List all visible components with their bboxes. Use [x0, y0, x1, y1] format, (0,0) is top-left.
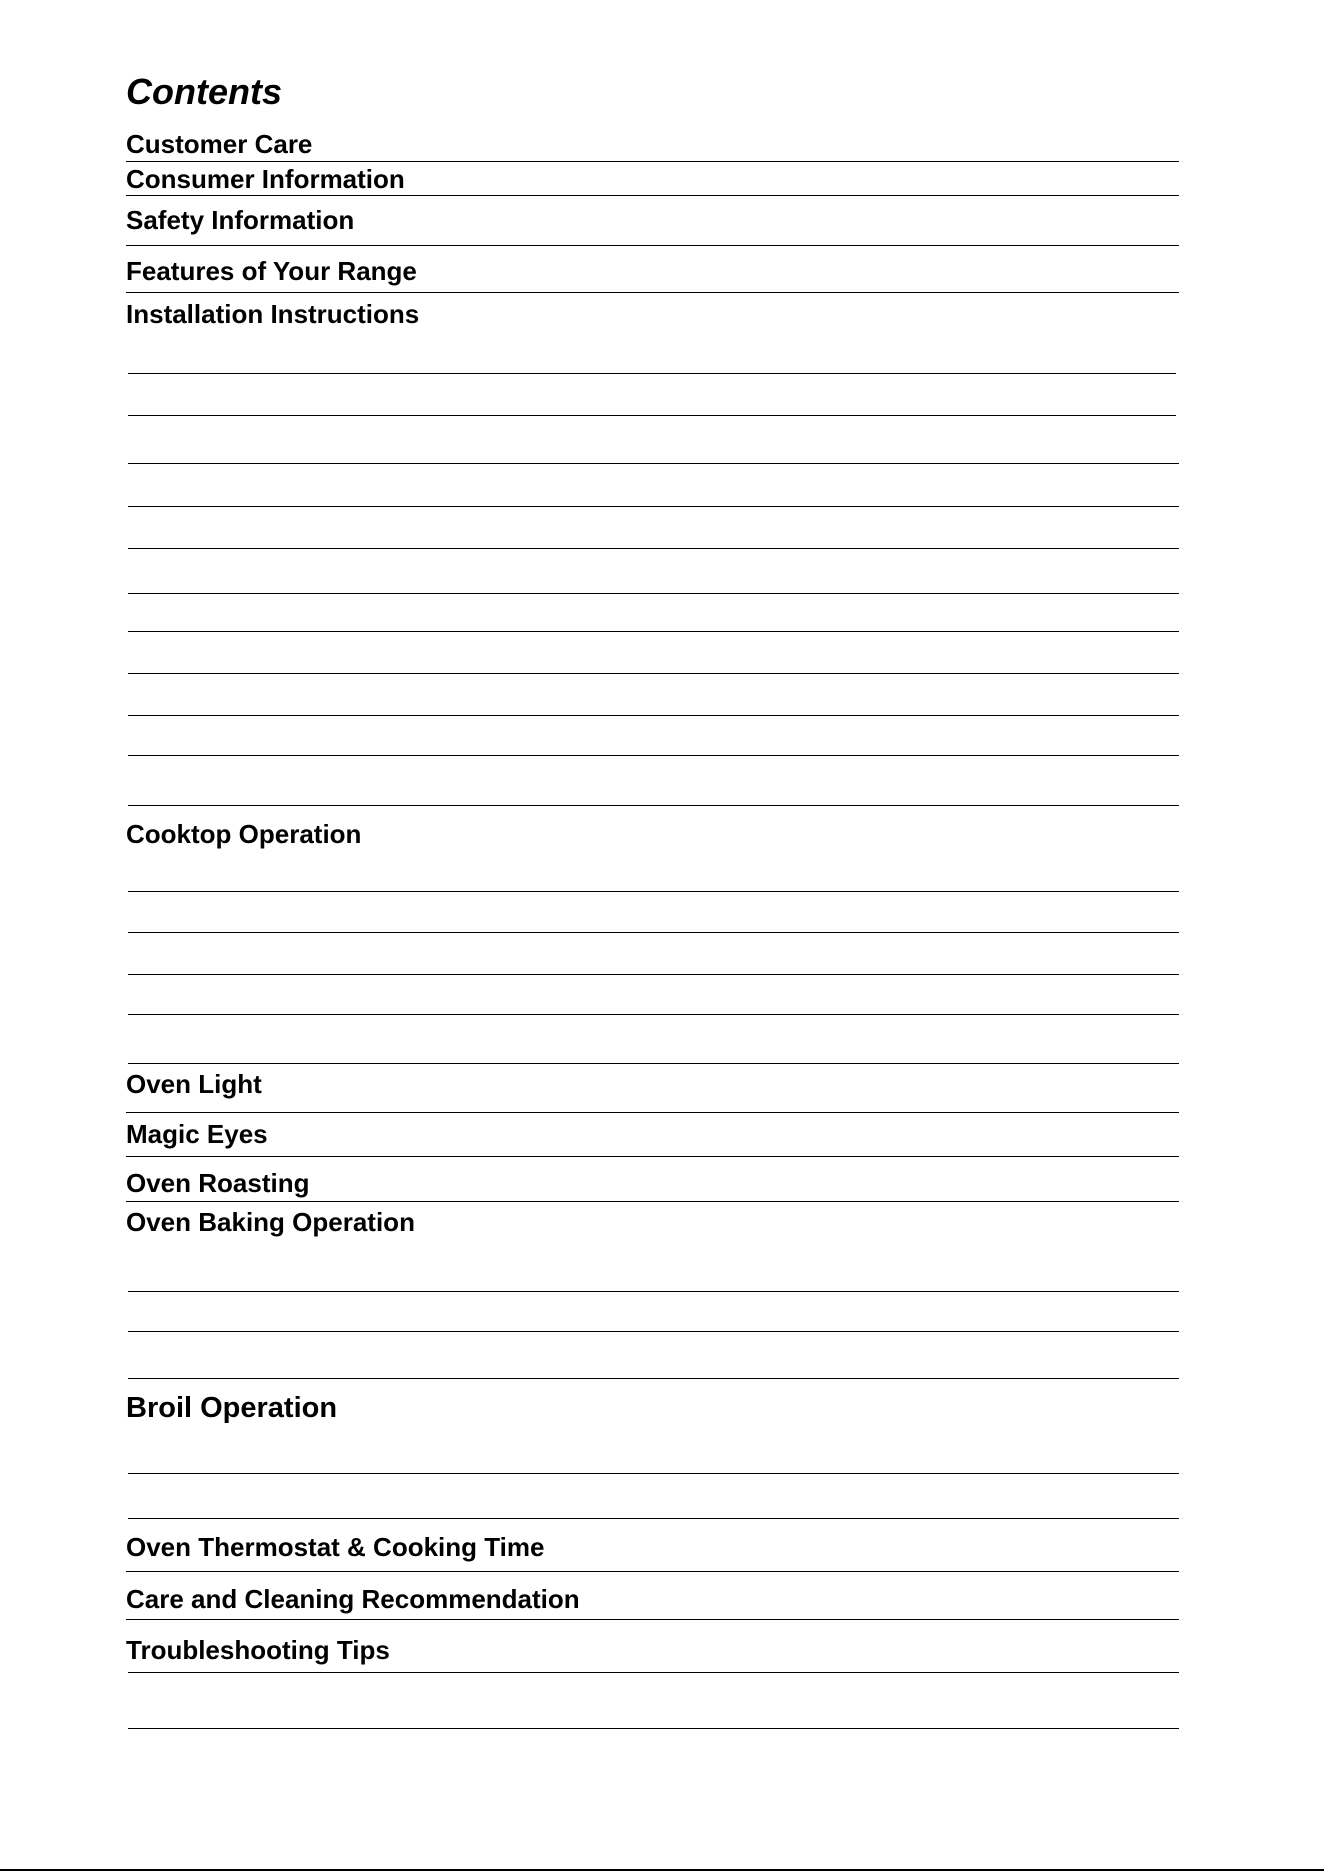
- toc-heading-broil: Broil Operation: [126, 1392, 338, 1424]
- toc-heading-oven-baking: Oven Baking Operation: [126, 1207, 415, 1237]
- toc-heading-safety-information: Safety Information: [126, 205, 355, 235]
- divider-line: [128, 715, 1179, 716]
- toc-heading-thermostat: Oven Thermostat & Cooking Time: [126, 1532, 545, 1562]
- toc-heading-oven-light: Oven Light: [126, 1069, 262, 1099]
- divider-line: [128, 755, 1179, 756]
- divider-line: [128, 891, 1179, 892]
- divider-line: [128, 974, 1179, 975]
- divider-line: [128, 593, 1179, 594]
- divider-line: [128, 373, 1176, 374]
- divider-line: [128, 673, 1179, 674]
- toc-heading-troubleshooting: Troubleshooting Tips: [126, 1635, 390, 1665]
- divider-line: [128, 463, 1179, 464]
- divider-line: [128, 1291, 1179, 1292]
- toc-heading-cooktop: Cooktop Operation: [126, 819, 362, 849]
- divider-line: [126, 1201, 1179, 1202]
- divider-line: [126, 1571, 1179, 1572]
- toc-heading-customer-care: Customer Care: [126, 129, 313, 159]
- divider-line: [126, 292, 1179, 293]
- toc-heading-magic-eyes: Magic Eyes: [126, 1119, 268, 1149]
- divider-line: [128, 932, 1179, 933]
- divider-line: [126, 1619, 1179, 1620]
- divider-line: [126, 195, 1179, 196]
- divider-line: [128, 805, 1179, 806]
- divider-line: [128, 548, 1179, 549]
- divider-line: [128, 506, 1179, 507]
- toc-heading-installation: Installation Instructions: [126, 299, 420, 329]
- divider-line: [126, 245, 1179, 246]
- divider-line: [126, 161, 1179, 162]
- divider-line: [128, 1014, 1179, 1015]
- toc-heading-features: Features of Your Range: [126, 256, 417, 286]
- toc-heading-care-cleaning: Care and Cleaning Recommendation: [126, 1584, 580, 1614]
- divider-line: [128, 1728, 1179, 1729]
- divider-line: [128, 415, 1176, 416]
- divider-line: [128, 1518, 1179, 1519]
- divider-line: [126, 1156, 1179, 1157]
- page-bottom-border: [0, 1869, 1324, 1871]
- divider-line: [128, 1063, 1179, 1064]
- toc-heading-consumer-information: Consumer Information: [126, 164, 405, 194]
- divider-line: [128, 631, 1179, 632]
- divider-line: [128, 1331, 1179, 1332]
- page-title: Contents: [126, 71, 282, 112]
- divider-line: [128, 1473, 1179, 1474]
- divider-line: [128, 1672, 1179, 1673]
- toc-heading-oven-roasting: Oven Roasting: [126, 1168, 310, 1198]
- divider-line: [128, 1378, 1179, 1379]
- divider-line: [126, 1112, 1179, 1113]
